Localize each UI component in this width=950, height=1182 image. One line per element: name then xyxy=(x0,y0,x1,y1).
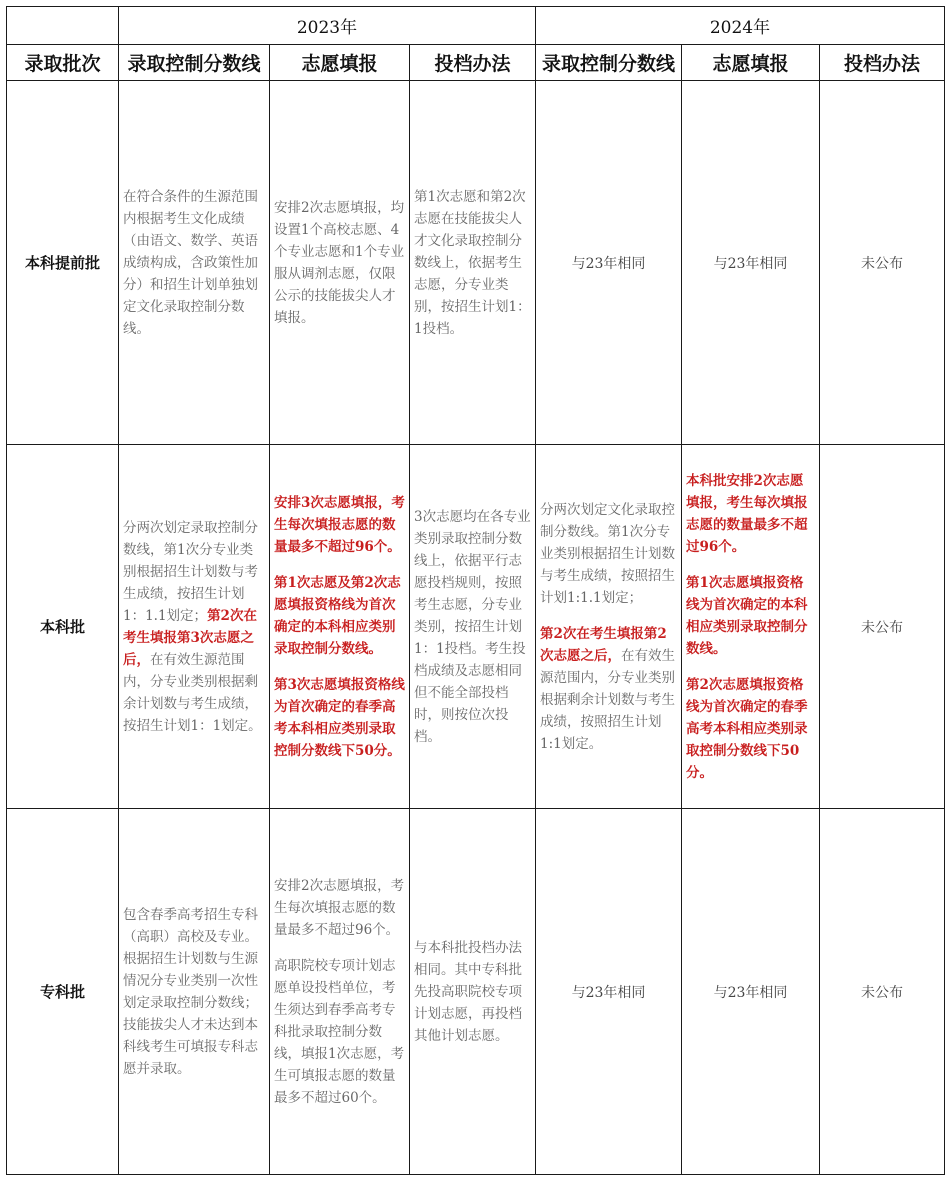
score-2023-part-b: 在有效生源范围内，分专业类别根据剩余计划数与考生成绩，按招生计划1：1划定。 xyxy=(123,651,262,734)
header-method-2024: 投档办法 xyxy=(820,45,945,81)
header-score-2023: 录取控制分数线 xyxy=(119,45,270,81)
score-2023-cell xyxy=(119,809,270,1175)
header-method-2023: 投档办法 xyxy=(410,45,536,81)
batch-label: 本科提前批 xyxy=(7,81,119,445)
score-2023-cell xyxy=(119,445,270,809)
year-header-row xyxy=(7,7,945,45)
method-2023-cell xyxy=(410,81,536,445)
score-2024-cell: 与23年相同 xyxy=(536,809,682,1175)
score-2024-part-b xyxy=(540,623,677,755)
fill-2024-cell: 与23年相同 xyxy=(682,81,820,445)
score-2024-rest: 在有效生源范围内，分专业类别根据剩余计划数与考生成绩，按照招生计划1:1划定。 xyxy=(540,647,675,752)
method-2023-text: 与本科批投档办法相同。其中专科批先投高职院校专项计划志愿，再投档其他计划志愿。 xyxy=(414,939,522,1044)
admission-policy-table xyxy=(6,6,945,1175)
fill-2024-cell xyxy=(682,445,820,809)
method-2024-cell: 未公布 xyxy=(820,445,945,809)
score-2023-text: 包含春季高考招生专科（高职）高校及专业。根据招生计划数与生源情况分专业类别一次性划定录取控制分数线；技能拔尖人才未达到本科线考生可填报专科志愿并录取。 xyxy=(123,906,258,1077)
fill-2024-para-3: 第2次志愿填报资格线为首次确定的春季高考本科相应类别录取控制分数线下50分。 xyxy=(686,676,808,781)
score-2023-text xyxy=(123,517,265,737)
score-2024-highlight: 第2次在考生填报第2次志愿之后， xyxy=(540,625,667,664)
fill-2024-cell: 与23年相同 xyxy=(682,809,820,1175)
score-2023-part-a: 分两次划定录取控制分数线，第1次分专业类别根据招生计划数与考生成绩，按招生计划1：1.1划定； xyxy=(123,519,258,624)
fill-2023-para-1: 安排2次志愿填报，考生每次填报志愿的数量最多不超过96个。 xyxy=(274,877,405,938)
fill-2023-cell xyxy=(270,809,410,1175)
header-fill-2023: 志愿填报 xyxy=(270,45,410,81)
score-2023-cell xyxy=(119,81,270,445)
fill-2023-text: 安排2次志愿填报，均设置1个高校志愿、4个专业志愿和1个专业服从调剂志愿，仅限公示的技能拔尖人才填报。 xyxy=(274,199,405,326)
corner-cell xyxy=(7,7,119,45)
table-row-vocational xyxy=(7,809,945,1175)
table-row-undergrad-early xyxy=(7,81,945,445)
score-2023-highlight: 第2次在考生填报第3次志愿之后， xyxy=(123,607,257,668)
column-header-row xyxy=(7,45,945,81)
method-2023-cell xyxy=(410,445,536,809)
batch-label: 本科批 xyxy=(7,445,119,809)
table-row-undergrad xyxy=(7,445,945,809)
score-2024-cell xyxy=(536,445,682,809)
fill-2023-para-2: 第1次志愿及第2次志愿填报资格线为首次确定的本科相应类别录取控制分数线。 xyxy=(274,574,401,657)
fill-2024-para-1: 本科批安排2次志愿填报，考生每次填报志愿的数量最多不超过96个。 xyxy=(686,472,808,555)
score-2024-part-a: 分两次划定文化录取控制分数线。第1次分专业类别根据招生计划数与考生成绩，按照招生计划1:1.1划定； xyxy=(540,501,675,606)
fill-2024-para-2: 第1次志愿填报资格线为首次确定的本科相应类别录取控制分数线。 xyxy=(686,574,808,657)
score-2023-text: 在符合条件的生源范围内根据考生文化成绩（由语文、数学、英语成绩构成，含政策性加分）和招生计划单独划定文化录取控制分数线。 xyxy=(123,188,258,337)
year-2023-header: 2023年 xyxy=(119,7,536,45)
score-2024-cell: 与23年相同 xyxy=(536,81,682,445)
method-2023-cell xyxy=(410,809,536,1175)
header-score-2024: 录取控制分数线 xyxy=(536,45,682,81)
fill-2023-para-2: 高职院校专项计划志愿单设投档单位，考生须达到春季高考专科批录取控制分数线，填报1次志愿，考生可填报志愿的数量最多不超过60个。 xyxy=(274,957,405,1106)
method-2024-cell: 未公布 xyxy=(820,81,945,445)
year-2024-header: 2024年 xyxy=(536,7,945,45)
method-2023-text: 第1次志愿和第2次志愿在技能拔尖人才文化录取控制分数线上，依据考生志愿，分专业类别，按招生计划1：1投档。 xyxy=(414,188,531,337)
method-2024-cell: 未公布 xyxy=(820,809,945,1175)
fill-2023-para-3: 第3次志愿填报资格线为首次确定的春季高考本科相应类别录取控制分数线下50分。 xyxy=(274,676,405,759)
method-2023-text: 3次志愿均在各专业类别录取控制分数线上，依据平行志愿投档规则，按照考生志愿，分专业类别，按招生计划1：1投档。考生投档成绩及志愿相同但不能全部投档时，则按位次投档。 xyxy=(414,508,531,745)
fill-2023-cell xyxy=(270,81,410,445)
header-fill-2024: 志愿填报 xyxy=(682,45,820,81)
fill-2023-para-1: 安排3次志愿填报，考生每次填报志愿的数量最多不超过96个。 xyxy=(274,494,405,555)
header-batch: 录取批次 xyxy=(7,45,119,81)
batch-label: 专科批 xyxy=(7,809,119,1175)
fill-2023-cell xyxy=(270,445,410,809)
